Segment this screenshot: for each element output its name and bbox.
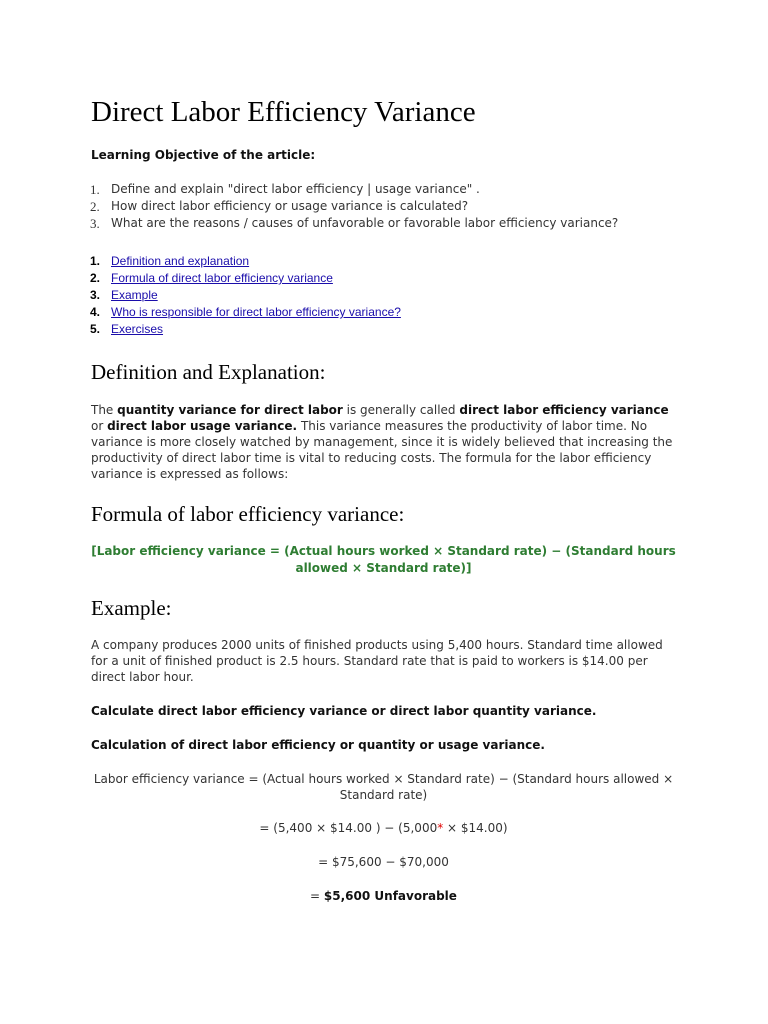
- objective-item: 1. Define and explain "direct labor efficiency | usage variance" .: [90, 182, 480, 197]
- toc-item: 5. Exercises: [90, 322, 164, 336]
- objective-item: 3. What are the reasons / causes of unfavorable or favorable labor efficiency variance?: [90, 216, 619, 231]
- objectives-list: [90, 181, 619, 232]
- toc-item: 2. Formula of direct labor efficiency variance: [90, 271, 333, 285]
- calculation-heading: Calculation of direct labor efficiency or quantity or usage variance.: [91, 738, 545, 752]
- toc-list: [90, 253, 401, 338]
- toc-link-example[interactable]: Example: [111, 288, 158, 302]
- calc-line-values: = $75,600 − $70,000: [318, 855, 449, 869]
- example-paragraph: A company produces 2000 units of finished products using 5,400 hours. Standard time allowed for a unit of finished product is 2.5 hours. Standard rate that is paid to workers is $14.00 per direct labor hour.: [91, 638, 663, 684]
- toc-link-formula[interactable]: Formula of direct labor efficiency variance: [111, 271, 333, 285]
- toc-link-exercises[interactable]: Exercises: [111, 322, 164, 336]
- example-heading: Example:: [91, 596, 172, 620]
- toc-item: 3. Example: [90, 288, 158, 302]
- objective-heading: Learning Objective of the article:: [91, 148, 316, 162]
- footnote-marker: *: [437, 821, 444, 835]
- toc-link-definition[interactable]: Definition and explanation: [111, 254, 250, 268]
- example-question: Calculate direct labor efficiency variance or direct labor quantity variance.: [91, 704, 597, 718]
- calc-line-substitution: = (5,400 × $14.00 ) − (5,000* × $14.00): [259, 821, 508, 835]
- objective-item: 2. How direct labor efficiency or usage variance is calculated?: [90, 199, 469, 214]
- formula-heading: Formula of labor efficiency variance:: [91, 502, 405, 526]
- toc-item: 4. Who is responsible for direct labor efficiency variance?: [90, 305, 401, 319]
- formula-text: [Labor efficiency variance = (Actual hours worked × Standard rate) − (Standard hours allowed × Standard rate)]: [91, 544, 676, 575]
- toc-item: 1. Definition and explanation: [90, 254, 250, 268]
- page-title: Direct Labor Efficiency Variance: [91, 96, 476, 128]
- calc-line-formula: Labor efficiency variance = (Actual hours worked × Standard rate) − (Standard hours allowed × Standard rate): [93, 772, 674, 802]
- toc-link-responsible[interactable]: Who is responsible for direct labor efficiency variance?: [111, 305, 401, 319]
- calc-line-result: = $5,600 Unfavorable: [310, 889, 457, 903]
- definition-heading: Definition and Explanation:: [91, 360, 326, 384]
- definition-paragraph: The quantity variance for direct labor is generally called direct labor efficiency variance or direct labor usage variance. This variance measures the productivity of labor time. No variance is more closely watched by management, since it is widely believed that increasing the productivity of direct labor time is vital to reducing costs. The formula for the labor efficiency variance is expressed as follows:: [91, 403, 673, 481]
